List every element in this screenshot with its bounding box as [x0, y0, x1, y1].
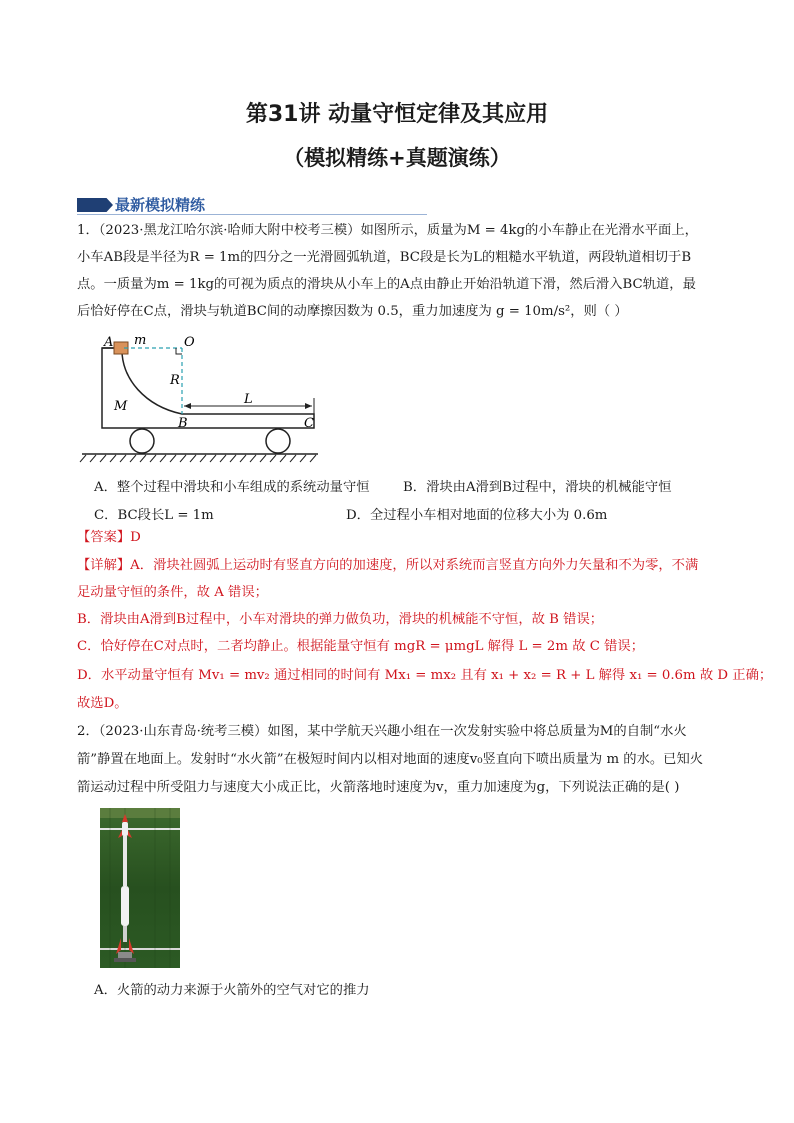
label-L: L: [244, 392, 253, 407]
rocket-photo: [100, 808, 180, 968]
ground-hatch: [80, 455, 316, 462]
label-M: M: [114, 399, 128, 414]
q2-line-1: 2．（2023·山东青岛·统考三模）如图，某中学航天兴趣小组在一次发射实验中将总质量为M的自制“水火: [77, 724, 687, 739]
page-title: 第31讲 动量守恒定律及其应用: [245, 102, 549, 127]
q1-line-2: 小车AB段是半径为R = 1m的四分之一光滑圆弧轨道，BC段是长为L的粗糙水平轨道，两段轨道相切于B: [77, 250, 692, 265]
q1-option-c: C．BC段长L = 1m: [94, 508, 214, 523]
q1-detail-2: 足动量守恒的条件，故 A 错误；: [77, 585, 268, 600]
q1-detail-5: D．水平动量守恒有 Mv₁ = mv₂ 通过相同的时间有 Mx₁ = mx₂ 且有 x₁ + x₂ = R + L 解得 x₁ = 0.6m 故 D 正确；: [77, 668, 773, 683]
section-underline: [77, 214, 427, 215]
q1-detail-4: C．恰好停在C对点时，二者均静止。根据能量守恒有 mgR = μmgL 解得 L = 2m 故 C 错误；: [77, 639, 645, 654]
q1-line-1: 1．（2023·黑龙江哈尔滨·哈师大附中校考三模）如图所示，质量为M = 4kg的小车静止在光滑水平面上，: [77, 223, 698, 238]
section-header: [77, 194, 427, 216]
label-B: B: [178, 416, 188, 431]
q1-option-b: B．滑块由A滑到B过程中，滑块的机械能守恒: [403, 480, 672, 495]
q1-option-d: D．全过程小车相对地面的位移大小为 0.6m: [346, 508, 608, 523]
section-label: 最新模拟精练: [115, 196, 206, 214]
label-A: A: [104, 335, 114, 350]
cart-body: [102, 348, 314, 428]
q1-line-4: 后恰好停在C点，滑块与轨道BC间的动摩擦因数为 0.5，重力加速度为 g = 10m/s²，则（ ）: [77, 304, 628, 319]
q1-detail-3: B．滑块由A滑到B过程中，小车对滑块的弹力做负功，滑块的机械能不守恒，故 B 错误；: [77, 612, 604, 627]
q2-line-3: 箭运动过程中所受阻力与速度大小成正比，火箭落地时速度为v，重力加速度为g，下列说法正确的是( ): [77, 780, 680, 795]
q1-figure: [78, 328, 328, 466]
q1-option-a: A．整个过程中滑块和小车组成的系统动量守恒: [94, 480, 370, 495]
rocket-image-icon: [100, 808, 180, 968]
q2-option-a: A．火箭的动力来源于火箭外的空气对它的推力: [94, 983, 370, 998]
left-wheel: [130, 429, 154, 453]
q1-line-3: 点。一质量为m = 1kg的可视为质点的滑块从小车上的A点由静止开始沿轨道下滑，然后滑入BC轨道，最: [77, 277, 696, 292]
section-arrow-icon: [77, 198, 113, 212]
label-C: C: [304, 416, 314, 431]
label-R: R: [170, 373, 180, 388]
q1-answer: 【答案】D: [77, 530, 141, 545]
page-subtitle: （模拟精练+真题演练）: [283, 146, 511, 170]
q2-line-2: 箭”静置在地面上。发射时“水火箭”在极短时间内以相对地面的速度v₀竖直向下喷出质量为 m 的水。已知火: [77, 752, 704, 767]
label-m: m: [134, 333, 147, 348]
q1-detail-6: 故选D。: [77, 696, 128, 711]
label-O: O: [184, 335, 195, 350]
right-wheel: [266, 429, 290, 453]
q1-detail-1: 【详解】A．滑块社圆弧上运动时有竖直方向的加速度，所以对系统而言竖直方向外力矢量和不为零，不满: [77, 558, 699, 573]
